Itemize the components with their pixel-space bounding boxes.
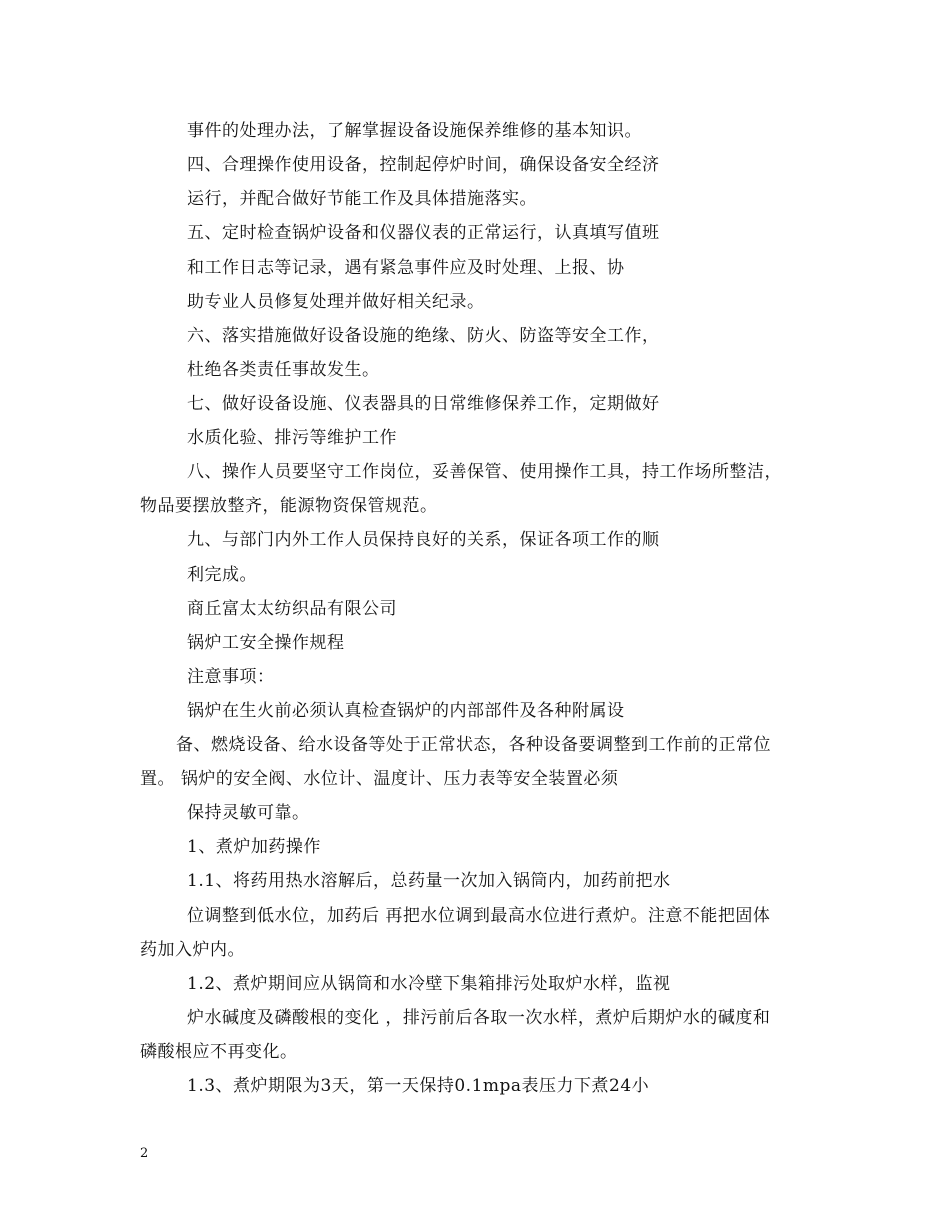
text-line: 药加入炉内。 [140, 940, 245, 960]
text-line: 杜绝各类责任事故发生。 [187, 360, 380, 380]
text-line: 锅炉工安全操作规程 [187, 633, 345, 653]
text-line: 备、燃烧设备、给水设备等处于正常状态，各种设备要调整到工作前的正常位 [176, 735, 771, 755]
text-line: 事件的处理办法，了解掌握设备设施保养维修的基本知识。 [187, 121, 642, 141]
text-line: 运行，并配合做好节能工作及具体措施落实。 [187, 189, 537, 209]
text-line: 磷酸根应不再变化。 [140, 1042, 298, 1062]
text-line: 利完成。 [187, 565, 257, 585]
page-number: 2 [140, 1146, 149, 1161]
text-line: 1.1、将药用热水溶解后，总药量一次加入锅筒内，加药前把水 [187, 871, 671, 891]
text-line: 五、定时检查锅炉设备和仪器仪表的正常运行，认真填写值班 [187, 223, 660, 243]
text-line: 水质化验、排污等维护工作 [187, 428, 397, 448]
text-line: 注意事项： [187, 667, 275, 687]
text-line: 助专业人员修复处理并做好相关纪录。 [187, 292, 485, 312]
text-line: 商丘富太太纺织品有限公司 [187, 599, 397, 619]
text-line: 四、合理操作使用设备，控制起停炉时间，确保设备安全经济 [187, 155, 660, 175]
text-line: 六、落实措施做好设备设施的绝缘、防火、防盗等安全工作， [187, 326, 660, 346]
text-line: 1、煮炉加药操作 [187, 837, 321, 857]
text-line: 1.2、煮炉期间应从锅筒和水冷壁下集箱排污处取炉水样，监视 [187, 974, 671, 994]
text-line: 炉水碱度及磷酸根的变化 ，排污前后各取一次水样，煮炉后期炉水的碱度和 [187, 1008, 771, 1028]
text-line: 1.3、煮炉期限为3天，第一天保持0.1mpa表压力下煮24小 [187, 1076, 650, 1096]
text-line: 保持灵敏可靠。 [187, 803, 310, 823]
text-line: 九、与部门内外工作人员保持良好的关系，保证各项工作的顺 [187, 530, 660, 550]
text-line: 物品要摆放整齐，能源物资保管规范。 [140, 496, 438, 516]
text-line: 八、操作人员要坚守工作岗位，妥善保管、使用操作工具，持工作场所整洁， [187, 462, 782, 482]
text-line: 锅炉在生火前必须认真检查锅炉的内部部件及各种附属设 [187, 701, 625, 721]
text-line: 七、做好设备设施、仪表器具的日常维修保养工作，定期做好 [187, 394, 660, 414]
text-line: 位调整到低水位，加药后 再把水位调到最高水位进行煮炉。注意不能把固体 [187, 906, 771, 926]
text-line: 和工作日志等记录，遇有紧急事件应及时处理、上报、协 [187, 258, 625, 278]
text-line: 置。 锅炉的安全阀、水位计、温度计、压力表等安全装置必须 [140, 769, 619, 789]
